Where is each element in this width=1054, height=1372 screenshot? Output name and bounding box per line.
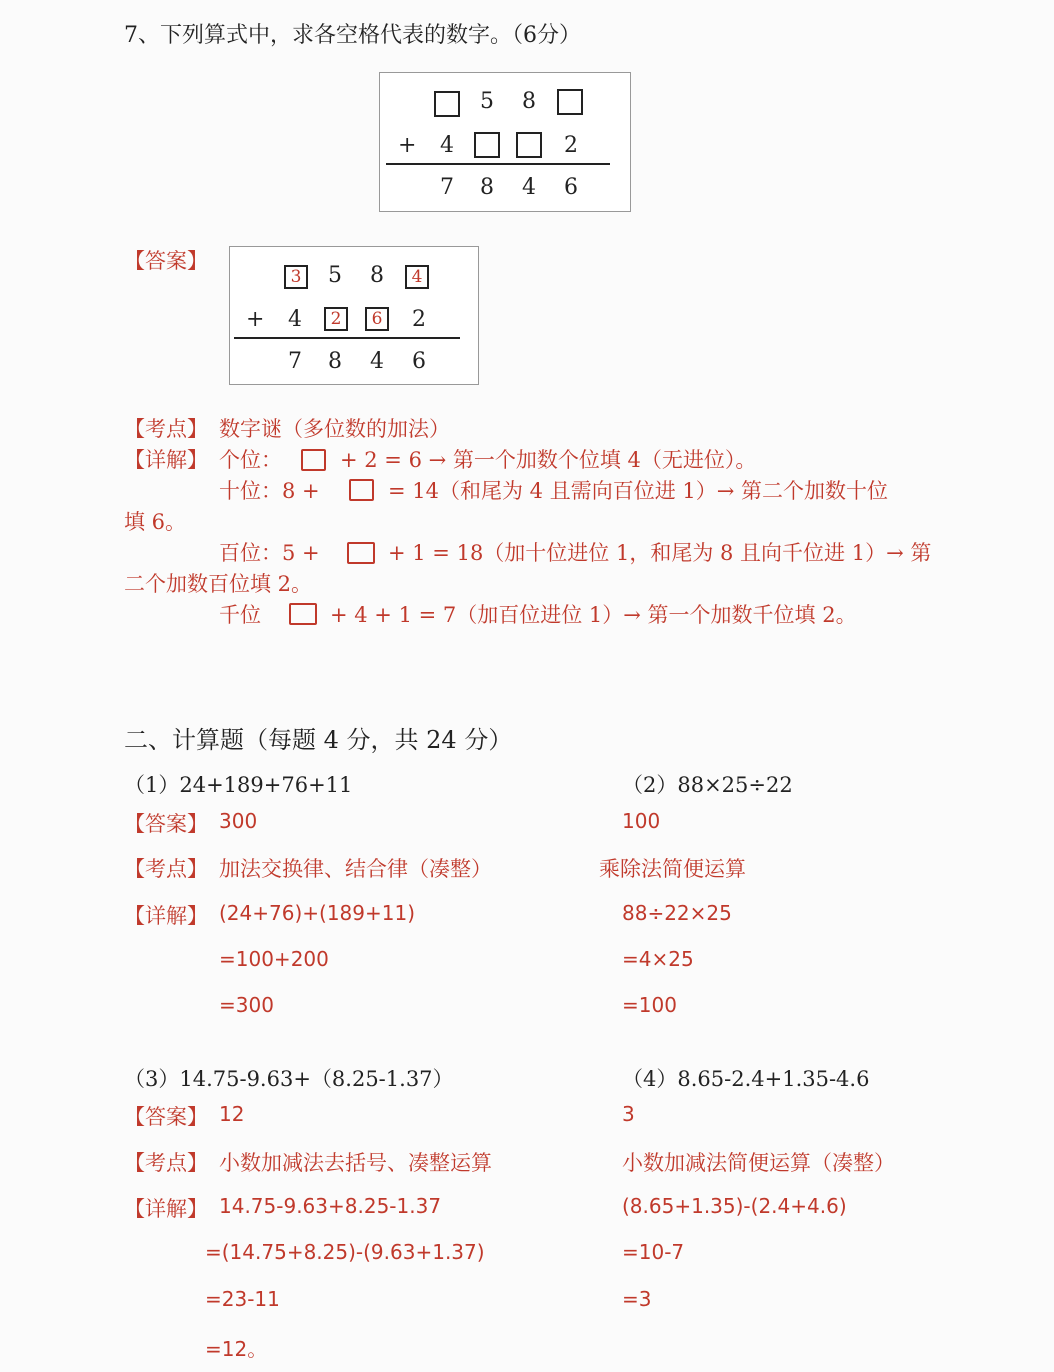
sum-line: [386, 163, 610, 165]
answer-label: 【答案】: [124, 1105, 208, 1129]
problem-3-kaodian: 小数加减法去括号、凑整运算: [219, 1151, 492, 1175]
kaodian-text: 数字谜（多位数的加法）: [219, 417, 450, 441]
xiangjie-label: 【详解】: [124, 904, 208, 928]
problem-4-step: =10-7: [622, 1240, 685, 1264]
problem-3-question: （3）14.75-9.63+（8.25-1.37）: [124, 1067, 454, 1091]
filled-box: 4: [405, 265, 429, 289]
plus-sign: +: [246, 307, 265, 332]
kaodian-label: 【考点】: [124, 857, 208, 881]
filled-box: 6: [365, 307, 389, 331]
step-hundreds-prefix: 百位：5 +: [219, 541, 320, 565]
red-blank-box: [347, 542, 375, 564]
xiangjie-label: 【详解】: [124, 448, 208, 472]
problem-2-step: =4×25: [622, 947, 694, 971]
answer-puzzle-frame: [229, 246, 479, 385]
problem-3-step: 14.75-9.63+8.25-1.37: [219, 1194, 442, 1218]
digit: 2: [564, 133, 578, 158]
step-ones-text: + 2 = 6 → 第一个加数个位填 4（无进位）。: [340, 448, 757, 472]
digit: 4: [522, 175, 536, 200]
step-tens-continued: 填 6。: [124, 510, 187, 534]
digit: 7: [440, 175, 454, 200]
blank-box: [516, 132, 542, 158]
problem-4-step: =3: [622, 1287, 652, 1311]
blank-box: [474, 132, 500, 158]
kaodian-label: 【考点】: [124, 417, 208, 441]
problem-1-answer: 300: [219, 809, 258, 833]
digit: 4: [440, 133, 454, 158]
step-thousands-text: + 4 + 1 = 7（加百位进位 1）→ 第一个加数千位填 2。: [330, 603, 857, 627]
problem-1-kaodian: 加法交换律、结合律（凑整）: [219, 857, 492, 881]
digit: 4: [288, 307, 302, 332]
problem-2-kaodian: 乘除法简便运算: [599, 857, 746, 881]
digit: 8: [370, 263, 384, 288]
step-ones-prefix: 个位：: [219, 448, 282, 472]
blank-box: [434, 91, 460, 117]
question-7-title: 7、下列算式中，求各空格代表的数字。（6分）: [124, 23, 581, 48]
digit: 8: [480, 175, 494, 200]
blank-box: [557, 89, 583, 115]
problem-1-step: (24+76)+(189+11): [219, 901, 416, 925]
step-thousands-prefix: 千位: [219, 603, 261, 627]
section-2-title: 二、计算题（每题 4 分，共 24 分）: [124, 726, 513, 754]
sum-line: [234, 337, 460, 339]
filled-box: 3: [284, 265, 308, 289]
problem-3-answer: 12: [219, 1102, 245, 1126]
digit: 6: [412, 349, 426, 374]
step-tens-prefix: 十位：8 +: [219, 479, 320, 503]
plus-sign: +: [398, 133, 417, 158]
problem-2-step: 88÷22×25: [622, 901, 732, 925]
kaodian-label: 【考点】: [124, 1151, 208, 1175]
digit: 4: [370, 349, 384, 374]
step-hundreds-text: + 1 = 18（加十位进位 1，和尾为 8 且向千位进 1）→ 第: [388, 541, 932, 565]
problem-4-question: （4）8.65-2.4+1.35-4.6: [622, 1067, 870, 1091]
problem-3-step: =12。: [205, 1337, 268, 1361]
problem-1-question: （1）24+189+76+11: [124, 773, 353, 797]
digit: 6: [564, 175, 578, 200]
problem-2-question: （2）88×25÷22: [622, 773, 793, 797]
step-hundreds-continued: 二个加数百位填 2。: [124, 572, 313, 596]
digit: 5: [328, 263, 342, 288]
problem-3-step: =23-11: [205, 1287, 280, 1311]
answer-label: 【答案】: [124, 249, 208, 273]
digit: 7: [288, 349, 302, 374]
answer-label: 【答案】: [124, 812, 208, 836]
red-blank-box: [349, 479, 374, 501]
digit: 8: [328, 349, 342, 374]
red-blank-box: [289, 603, 317, 625]
problem-1-step: =300: [219, 993, 274, 1017]
digit: 8: [522, 89, 536, 114]
xiangjie-label: 【详解】: [124, 1197, 208, 1221]
step-tens-text: = 14（和尾为 4 且需向百位进 1）→ 第二个加数十位: [388, 479, 889, 503]
problem-4-kaodian: 小数加减法简便运算（凑整）: [622, 1151, 895, 1175]
digit: 2: [412, 307, 426, 332]
problem-1-step: =100+200: [219, 947, 329, 971]
filled-box: 2: [324, 307, 348, 331]
problem-4-step: (8.65+1.35)-(2.4+4.6): [622, 1194, 847, 1218]
problem-2-step: =100: [622, 993, 677, 1017]
problem-2-answer: 100: [622, 809, 661, 833]
problem-3-step: =(14.75+8.25)-(9.63+1.37): [205, 1240, 485, 1264]
digit: 5: [480, 89, 494, 114]
red-blank-box: [301, 449, 326, 471]
problem-4-answer: 3: [622, 1102, 635, 1126]
puzzle-frame: [379, 72, 631, 212]
